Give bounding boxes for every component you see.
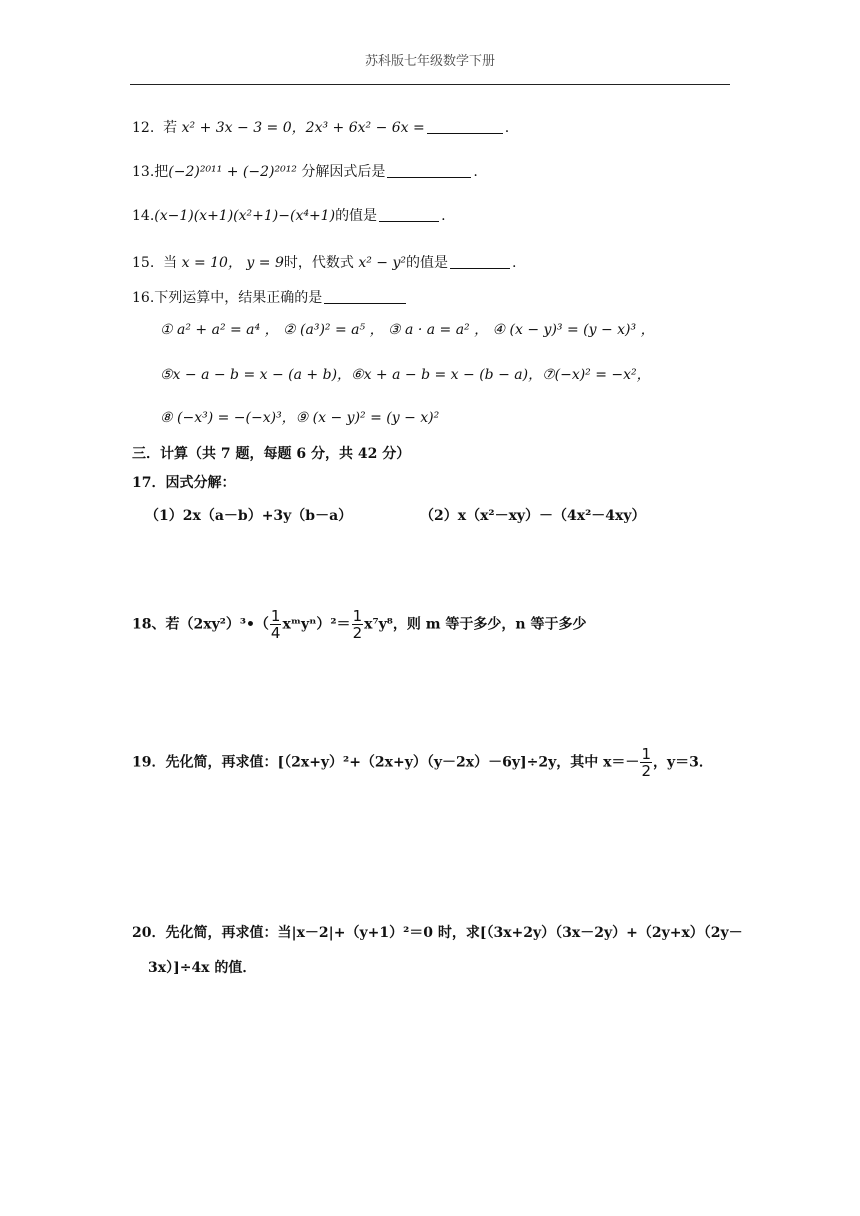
question-text: xᵐyⁿ）²＝	[282, 616, 351, 633]
question-text: 的值是	[335, 208, 378, 224]
math-expression: (x−1)(x+1)(x²+1)−(x⁴+1)	[154, 208, 336, 224]
question-text: 把	[154, 164, 169, 180]
numerator: 1	[270, 607, 281, 625]
fraction	[352, 608, 364, 641]
denominator: 2	[352, 624, 363, 642]
question-number: 15.	[132, 255, 155, 271]
question-18	[132, 608, 586, 641]
question-14	[132, 206, 446, 226]
math-expression: x² − y²	[358, 255, 406, 271]
q16-options-row-2	[160, 365, 651, 385]
punctuation: .	[504, 120, 510, 136]
question-text: 若	[163, 120, 178, 136]
question-20-line-2: 3x）]÷4x 的值．	[148, 960, 257, 976]
question-17: 17．因式分解：	[132, 475, 236, 491]
punctuation: .	[512, 255, 517, 271]
question-16	[132, 288, 408, 308]
math-expression: ① a² + a² = a⁴ ， ② (a³)² = a⁵ ， ③ a · a = a² ， ④ (x − y)³ = (y − x)³ ，	[160, 322, 655, 338]
punctuation: .	[473, 164, 478, 180]
q17-part-1: （1）2x（a－b）+3y（b－a）	[145, 508, 353, 524]
answer-blank[interactable]	[387, 163, 471, 178]
question-text: 的值是	[406, 255, 448, 271]
question-19	[132, 746, 713, 779]
question-text: 19．先化简，再求值：[（2x+y）²+（2x+y）（y－2x）－6y]÷2y，其中 x＝－	[132, 754, 640, 771]
header-divider	[130, 84, 730, 85]
question-12	[132, 118, 509, 138]
punctuation: .	[441, 208, 446, 224]
math-expression: ，2x³ + 6x² − 6x =	[291, 120, 425, 136]
question-text: ，y＝3．	[652, 754, 713, 771]
question-text: 16.下列运算中，结果正确的是	[132, 290, 323, 306]
math-expression: ⑧ (−x³) = −(−x)³，⑨ (x − y)² = (y − x)²	[160, 410, 440, 426]
fraction	[270, 608, 282, 641]
question-15	[132, 253, 516, 273]
denominator: 4	[270, 624, 281, 642]
question-number: 13.	[132, 164, 155, 180]
answer-blank[interactable]	[427, 119, 503, 134]
answer-blank[interactable]	[324, 289, 406, 304]
question-20-line-1: 20．先化简，再求值：当|x－2|+（y+1）²＝0 时，求[（3x+2y）（3x－2y）+（2y+x）（2y－	[132, 925, 743, 941]
numerator: 1	[641, 745, 651, 763]
question-text: x⁷y⁸，则 m 等于多少，n 等于多少	[364, 616, 587, 633]
question-text: 当	[163, 255, 178, 271]
math-expression: x = 10， y = 9	[181, 255, 284, 271]
q16-options-row-3	[160, 408, 439, 428]
question-13	[132, 162, 478, 182]
math-expression: ⑤x − a − b = x − (a + b)，⑥x + a − b = x − (b − a)，⑦(−x)² = −x²，	[160, 367, 651, 383]
answer-blank[interactable]	[379, 207, 439, 222]
page-header: 苏科版七年级数学下册	[364, 54, 495, 69]
question-text: 时，代数式	[283, 255, 354, 271]
question-number: 12.	[132, 120, 155, 136]
question-text: 18、若（2xy²）³•（	[132, 616, 269, 633]
q17-part-2: （2）x（x²－xy）－（4x²－4xy）	[420, 508, 646, 524]
answer-blank[interactable]	[450, 254, 510, 269]
fraction	[640, 746, 652, 779]
question-number: 14.	[132, 208, 155, 224]
denominator: 2	[641, 762, 651, 780]
math-expression: x² + 3x − 3 = 0	[181, 120, 292, 136]
numerator: 1	[352, 607, 363, 625]
math-expression: (−2)²⁰¹¹ + (−2)²⁰¹²	[168, 164, 297, 180]
q16-options-row-1	[160, 320, 655, 340]
question-text: 分解因式后是	[301, 164, 386, 180]
section-title: 三．计算（共 7 题，每题 6 分，共 42 分）	[132, 446, 411, 462]
